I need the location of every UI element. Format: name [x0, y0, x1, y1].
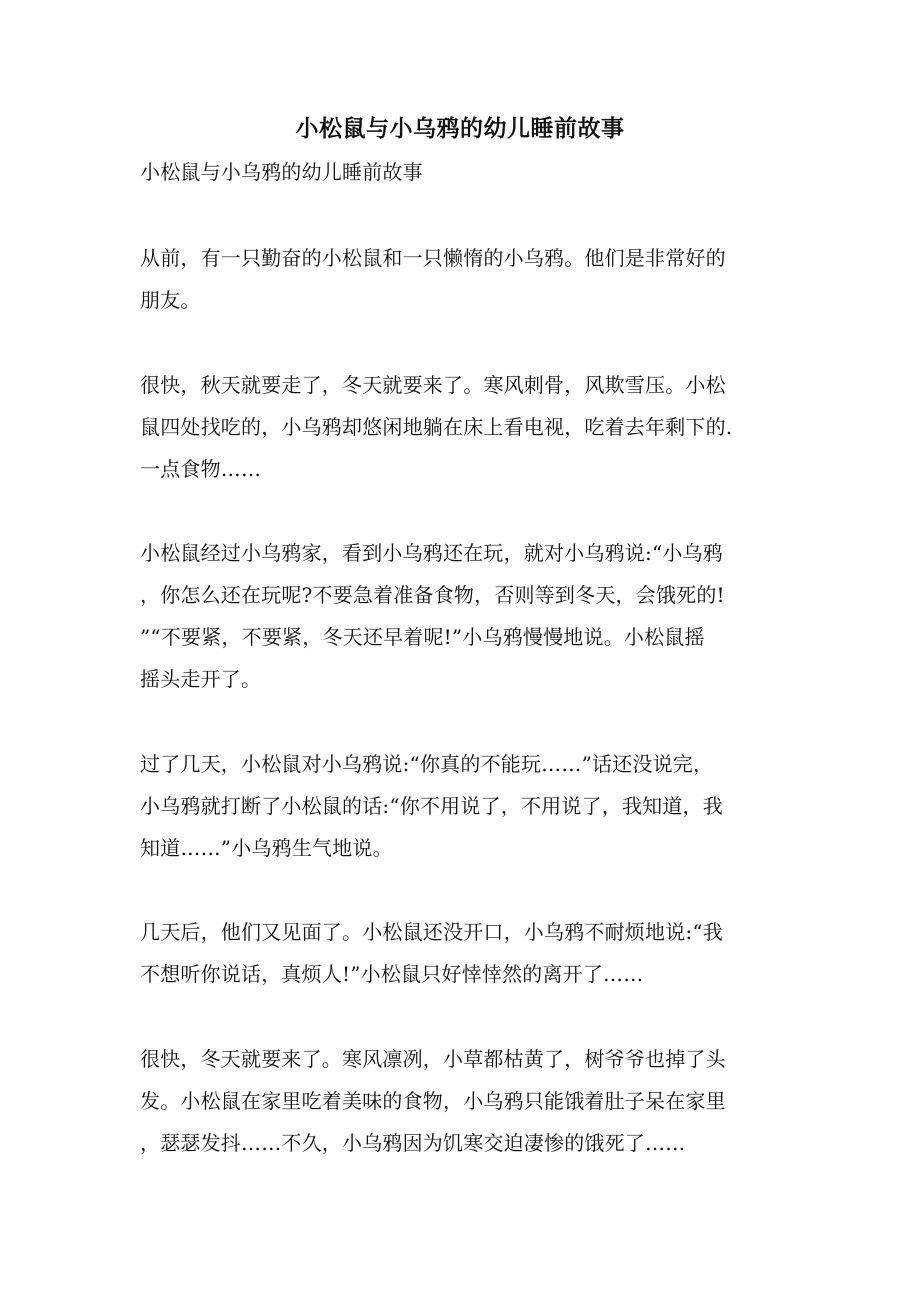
document-title: 小松鼠与小乌鸦的幼儿睡前故事 — [295, 115, 625, 142]
paragraph-1-line-1: 从前，有一只勤奋的小松鼠和一只懒惰的小乌鸦。他们是非常好的 — [140, 246, 726, 270]
paragraph-6-line-1: 很快，冬天就要来了。寒风凛冽，小草都枯黄了，树爷爷也掉了头 — [140, 1047, 726, 1071]
paragraph-4-line-3: 知道……”小乌鸦生气地说。 — [140, 836, 393, 860]
paragraph-3-line-2: ，你怎么还在玩呢?不要急着准备食物，否则等到冬天，会饿死的! — [140, 583, 725, 607]
paragraph-5-line-1: 几天后，他们又见面了。小松鼠还没开口，小乌鸦不耐烦地说:“我 — [140, 920, 723, 944]
paragraph-4-line-2: 小乌鸦就打断了小松鼠的话:“你不用说了，不用说了，我知道，我 — [140, 794, 723, 818]
paragraph-2-line-3: 一点食物…… — [140, 457, 262, 481]
paragraph-2-line-1: 很快，秋天就要走了，冬天就要来了。寒风刺骨，风欺雪压。小松 — [140, 373, 726, 397]
paragraph-1-line-2: 朋友。 — [140, 288, 201, 312]
paragraph-6-line-2: 发。小松鼠在家里吃着美味的食物，小乌鸦只能饿着肚子呆在家里 — [140, 1089, 726, 1113]
document-subtitle: 小松鼠与小乌鸦的幼儿睡前故事 — [140, 160, 423, 184]
paragraph-6-line-3: ，瑟瑟发抖……不久，小乌鸦因为饥寒交迫凄惨的饿死了…… — [140, 1131, 686, 1155]
paragraph-3-line-4: 摇头走开了。 — [140, 667, 262, 691]
paragraph-4-line-1: 过了几天，小松鼠对小乌鸦说:“你真的不能玩……”话还没说完， — [140, 752, 714, 776]
paragraph-5-line-2: 不想听你说话，真烦人!”小松鼠只好悻悻然的离开了…… — [140, 962, 644, 986]
paragraph-3-line-1: 小松鼠经过小乌鸦家，看到小乌鸦还在玩，就对小乌鸦说:“小乌鸦 — [140, 541, 723, 565]
paragraph-3-line-3: ”“不要紧，不要紧，冬天还早着呢!”小乌鸦慢慢地说。小松鼠摇 — [140, 625, 705, 649]
paragraph-2-line-2: 鼠四处找吃的，小乌鸦却悠闲地躺在床上看电视，吃着去年剩下的. — [140, 415, 733, 439]
